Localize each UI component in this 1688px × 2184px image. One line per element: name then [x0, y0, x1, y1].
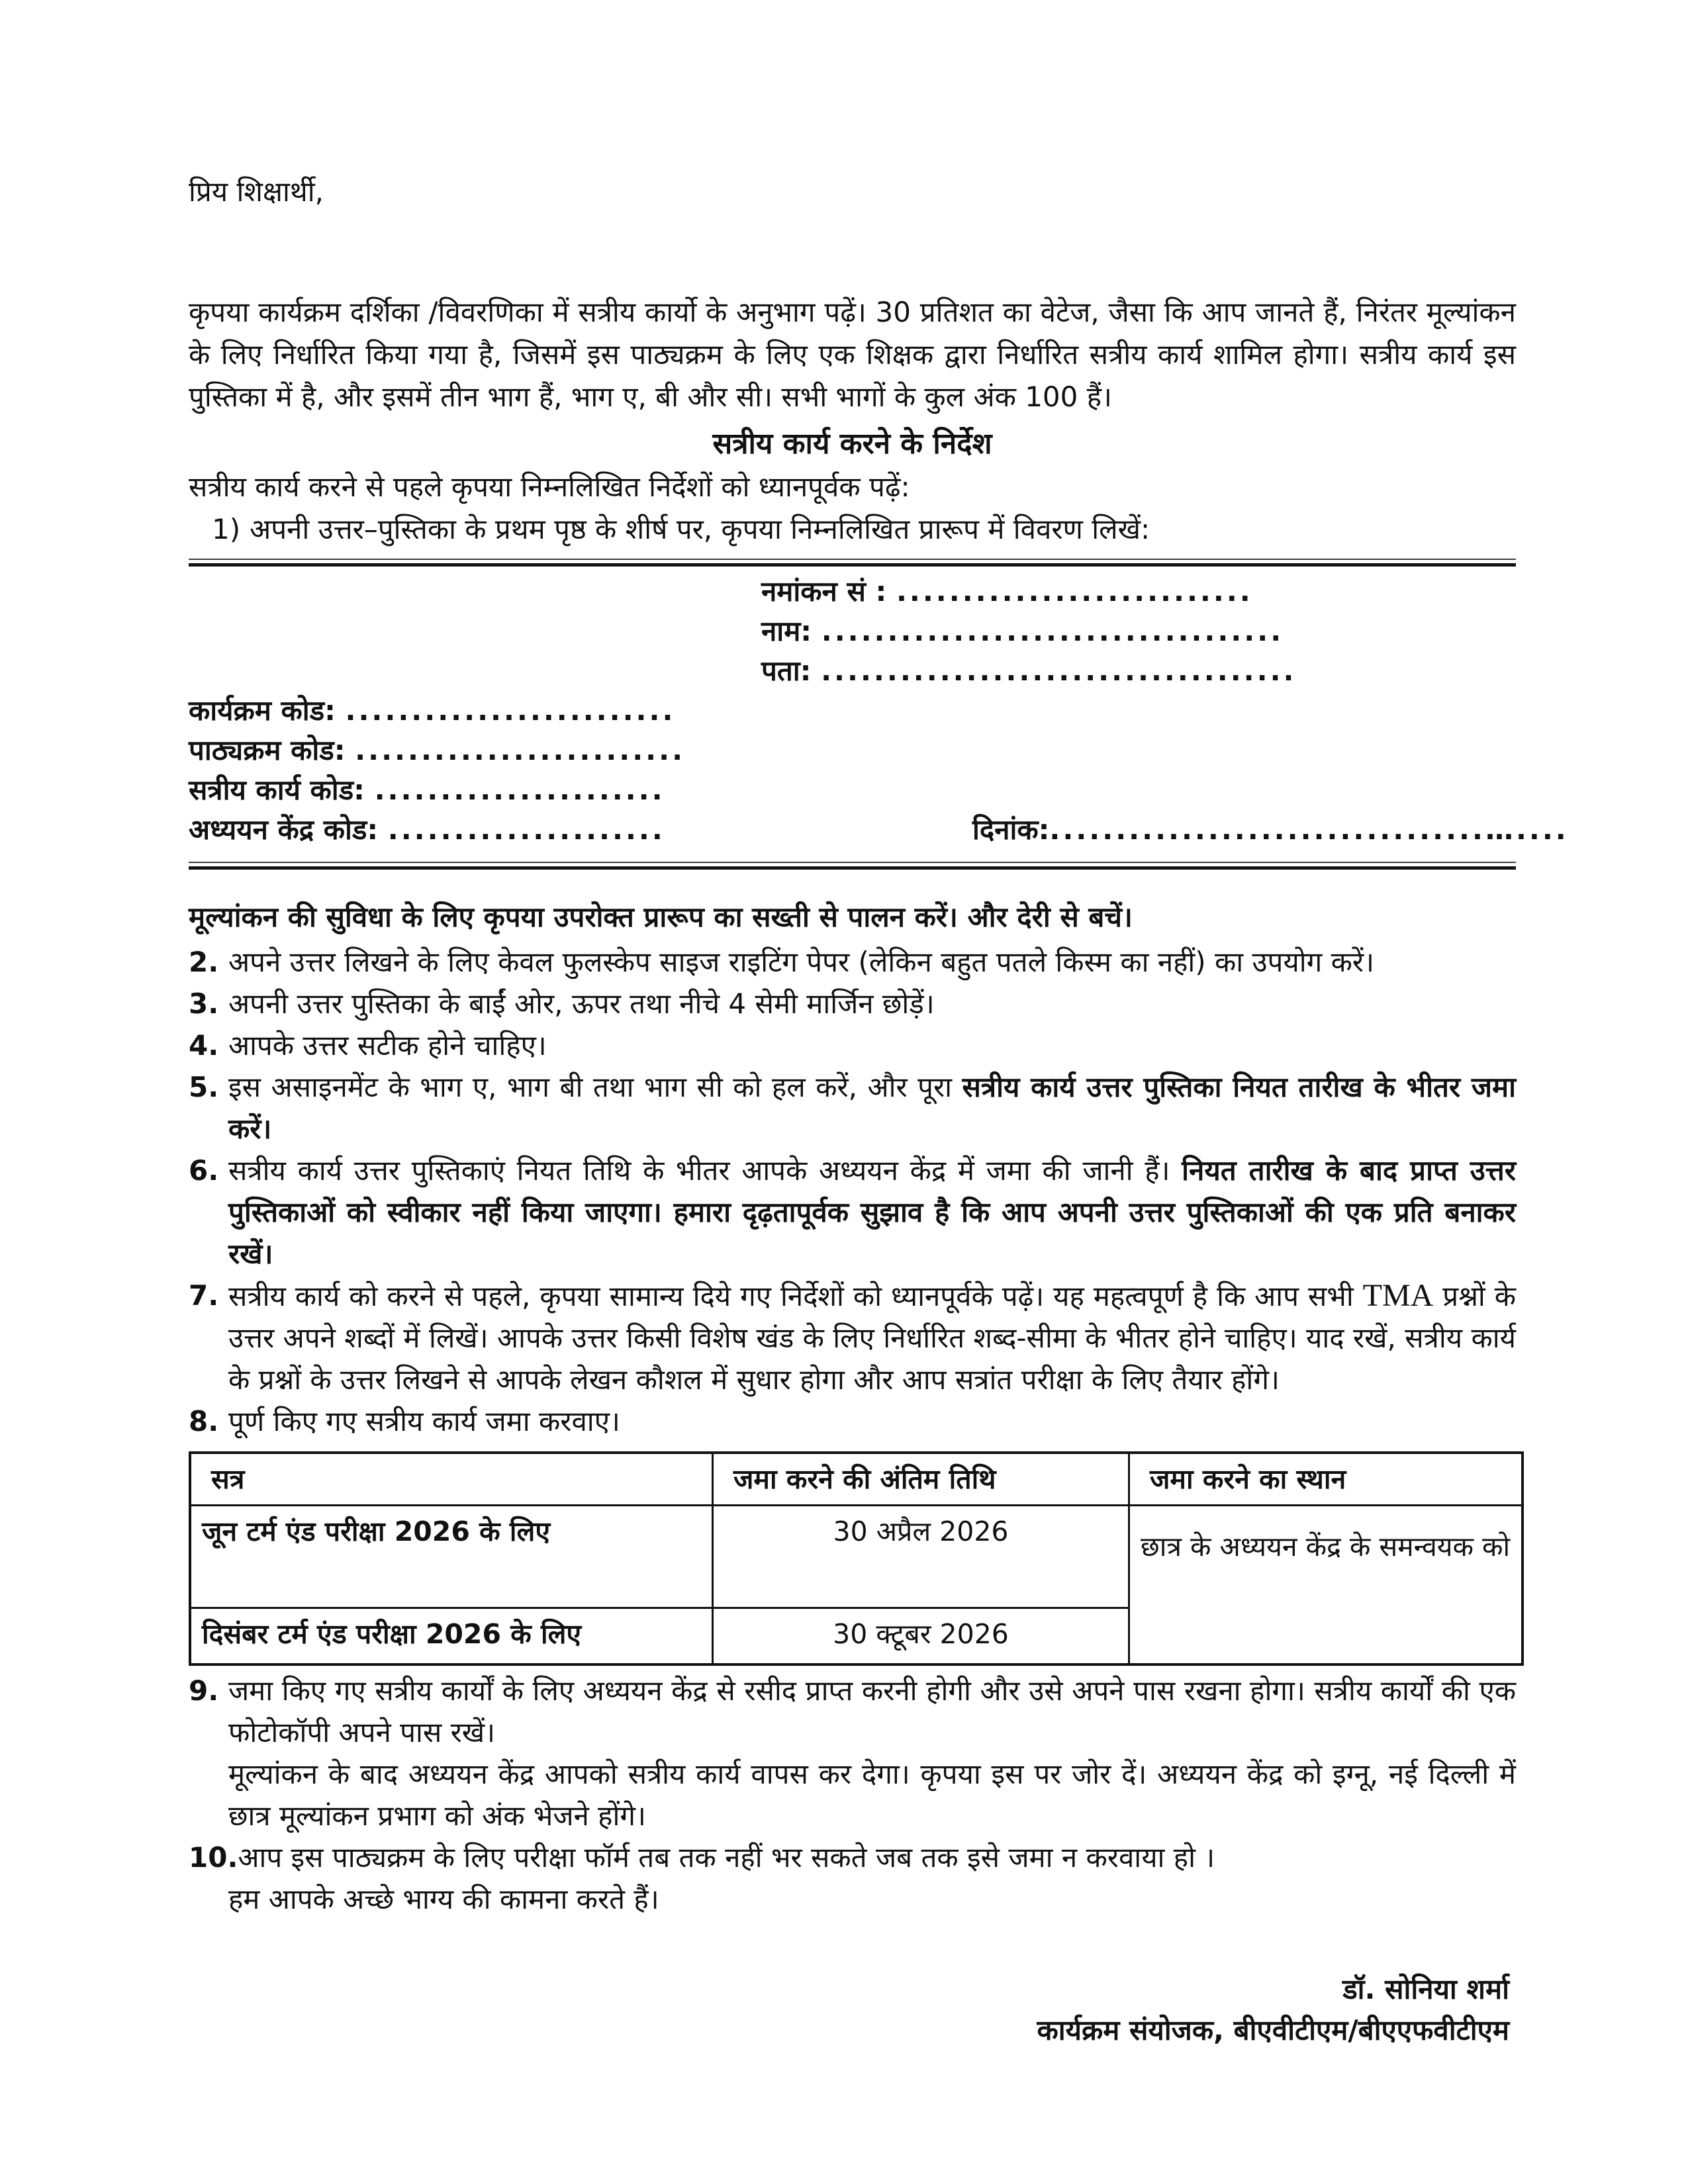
field-label: पाठ्यक्रम कोड: [189, 734, 355, 766]
column-header-session: सत्र [190, 1453, 713, 1506]
instruction-item-8 [189, 1400, 1516, 1442]
instruction-item-7 [189, 1275, 1516, 1400]
form-field-address [761, 651, 1516, 691]
answer-sheet-format-form [189, 567, 1569, 850]
item-number: 7. [189, 1279, 219, 1312]
item-number: 2. [189, 946, 219, 978]
field-label: नमांकन सं : [761, 575, 896, 608]
item-text: जमा किए गए सत्रीय कार्यों के लिए अध्ययन केंद्र से रसीद प्राप्त करनी होगी और उसे अपने पास रखना होगा। सत्रीय कार्यों की एक फोटोकॉपी अपने पास रखें। [228, 1674, 1516, 1749]
due-date-cell: 30 अप्रैल 2026 [713, 1506, 1129, 1608]
signatory-name: डॉ. सोनिया शर्मा [1342, 1973, 1509, 2005]
item-9-note: मूल्यांकन के बाद अध्ययन केंद्र आपको सत्रीय कार्य वापस कर देगा। कृपया इस पर जोर दें। अध्ययन केंद्र को इग्नू, नई दिल्ली में छात्र मूल्यांकन प्रभाग को अंक भेजने होंगे। [228, 1758, 1516, 1832]
field-dotted-line: .................................... [821, 655, 1297, 687]
form-field-assignment-code [189, 770, 1516, 810]
signature-block [189, 1969, 1516, 2051]
item-text-normal: सत्रीय कार्य उत्तर पुस्तिकाएं नियत तिथि के भीतर आपके अध्ययन केंद्र में जमा की जानी हैं। [228, 1154, 1182, 1187]
item-text: अपनी उत्तर पुस्तिका के बाईं ओर, ऊपर तथा नीचे 4 सेमी मार्जिन छोड़ें। [228, 987, 935, 1020]
session-cell: जून टर्म एंड परीक्षा 2026 के लिए [190, 1506, 713, 1608]
instruction-item-9 [189, 1670, 1516, 1753]
instruction-item-5 [189, 1066, 1516, 1150]
item-text-normal: प्रश्नों के उत्तर अपने शब्दों में लिखें। आपके उत्तर किसी विशेष खंड के लिए निर्धारित शब्द-सीमा के भीतर होने चाहिए। याद रखें, सत्रीय कार्य के प्रश्नों के उत्तर लिखने से आपके लेखन कौशल में सुधार होगा और आप सत्रांत परीक्षा के लिए तैयार होंगे। [228, 1280, 1516, 1396]
item-number: 1) [212, 513, 241, 545]
salutation: प्रिय शिक्षार्थी, [189, 175, 324, 208]
instruction-item-6 [189, 1150, 1516, 1275]
form-field-programme-code [189, 691, 1516, 731]
section-heading: सत्रीय कार्य करने के निर्देश [712, 427, 992, 461]
table-header-row [190, 1453, 1523, 1506]
item-text-normal: सत्रीय कार्य को करने से पहले, कृपया सामान्य दिये गए निर्देशों को ध्यानपूर्वके पढ़ें। यह महत्वपूर्ण है कि आप सभी [228, 1280, 1363, 1312]
item-text [228, 1150, 1516, 1275]
field-label: दिनांक: [972, 813, 1050, 846]
field-label: नाम: [761, 615, 821, 647]
item-text-bold: नियत तारीख के बाद प्राप्त उत्तर पुस्तिकाओं को स्वीकार नहीं किया जाएगा। हमारा दृढ़तापूर्वक सुझाव है कि आप अपनी उत्तर पुस्तिकाओं की एक प्रति बनाकर रखें। [228, 1154, 1517, 1270]
column-header-place: जमा करने का स्थान [1129, 1453, 1523, 1506]
item-text: अपने उत्तर लिखने के लिए केवल फुलस्केप साइज राइटिंग पेपर (लेकिन बहुत पतले किस्म का नहीं) का उपयोग करें। [228, 946, 1374, 978]
form-field-date [972, 810, 1569, 850]
field-dotted-line: ...................... [374, 774, 665, 806]
item-number: 10. [189, 1841, 238, 1874]
signatory-title: कार्यक्रम संयोजक, बीएवीटीएम/बीएएफवीटीएम [1037, 2014, 1509, 2046]
field-dotted-line: ................................... [821, 615, 1284, 647]
table-row [190, 1506, 1523, 1608]
page-content [189, 171, 1569, 2051]
field-dotted-line: .................................….... [1049, 813, 1569, 846]
form-field-enrolment-no [761, 572, 1516, 612]
instruction-list [189, 941, 1516, 1920]
field-dotted-line: ......................... [355, 734, 686, 766]
field-label: सत्रीय कार्य कोड: [189, 774, 375, 806]
field-label: पता: [761, 655, 821, 687]
field-dotted-line: ......................... [345, 694, 676, 727]
field-dotted-line: ........................... [896, 575, 1253, 608]
item-text [228, 1275, 1516, 1400]
tma-abbreviation: TMA [1362, 1278, 1434, 1313]
divider-rule-top [189, 559, 1516, 567]
instruction-item-2 [189, 941, 1516, 983]
pre-list-note: सत्रीय कार्य करने से पहले कृपया निम्नलिखित निर्देशों को ध्यानपूर्वक पढ़ें: [189, 471, 910, 503]
strict-format-notice: मूल्यांकन की सुविधा के लिए कृपया उपरोक्त प्रारूप का सख्ती से पालन करें। और देरी से बचें। [189, 901, 1133, 933]
item-number: 6. [189, 1154, 219, 1187]
item-text: अपनी उत्तर–पुस्तिका के प्रथम पृष्ठ के शीर्ष पर, कृपया निम्नलिखित प्रारूप में विवरण लिखें: [250, 513, 1150, 545]
form-field-name [761, 612, 1516, 651]
item-number: 9. [189, 1674, 219, 1707]
item-number: 3. [189, 987, 219, 1020]
item-number: 5. [189, 1071, 219, 1103]
item-number: 4. [189, 1029, 219, 1062]
item-number: 8. [189, 1405, 219, 1437]
form-field-course-code [189, 731, 1516, 770]
item-text: आपके उत्तर सटीक होने चाहिए। [228, 1029, 547, 1062]
instruction-item-1 [212, 508, 1516, 551]
item-text-normal: इस असाइनमेंट के भाग ए, भाग बी तथा भाग सी को हल करें, और पूरा [228, 1071, 962, 1103]
session-cell: दिसंबर टर्म एंड परीक्षा 2026 के लिए [190, 1608, 713, 1665]
divider-rule-bottom [189, 862, 1516, 870]
instruction-item-10 [189, 1837, 1516, 1878]
place-cell: छात्र के अध्ययन केंद्र के समन्वयक को [1129, 1506, 1523, 1665]
item-text-bold: सत्रीय कार्य उत्तर पुस्तिका नियत तारीख के भीतर जमा करें। [228, 1071, 1516, 1145]
item-text: आप इस पाठ्यक्रम के लिए परीक्षा फॉर्म तब तक नहीं भर सकते जब तक इसे जमा न करवाया हो । [238, 1841, 1215, 1874]
column-header-due-date: जमा करने की अंतिम तिथि [713, 1453, 1129, 1506]
item-text: पूर्ण किए गए सत्रीय कार्य जमा करवाए। [228, 1405, 620, 1437]
field-label: अध्ययन केंद्र कोड: [189, 813, 388, 846]
field-label: कार्यक्रम कोड: [189, 694, 346, 727]
field-dotted-line: ..................... [387, 813, 665, 846]
closing-wish: हम आपके अच्छे भाग्य की कामना करते हैं। [228, 1883, 659, 1915]
instruction-item-3 [189, 983, 1516, 1024]
form-field-study-centre-code [189, 810, 1569, 850]
intro-paragraph: कृपया कार्यक्रम दर्शिका /विवरणिका में सत्रीय कार्यो के अनुभाग पढ़ें। 30 प्रतिशत का वेटेज, जैसा कि आप जानते हैं, निरंतर मूल्यांकन के लिए निर्धारित किया गया है, जिसमें इस पाठ्यक्रम के लिए एक शिक्षक द्वारा निर्धारित सत्रीय कार्य शामिल होगा। सत्रीय कार्य इस पुस्तिका में है, और इसमें तीन भाग हैं, भाग ए, बी और सी। सभी भागों के कुल अंक 100 हैं। [189, 296, 1516, 413]
submission-schedule-table [189, 1451, 1524, 1666]
item-text [228, 1066, 1516, 1150]
instruction-item-4 [189, 1024, 1516, 1066]
due-date-cell: 30 क्टूबर 2026 [713, 1608, 1129, 1665]
